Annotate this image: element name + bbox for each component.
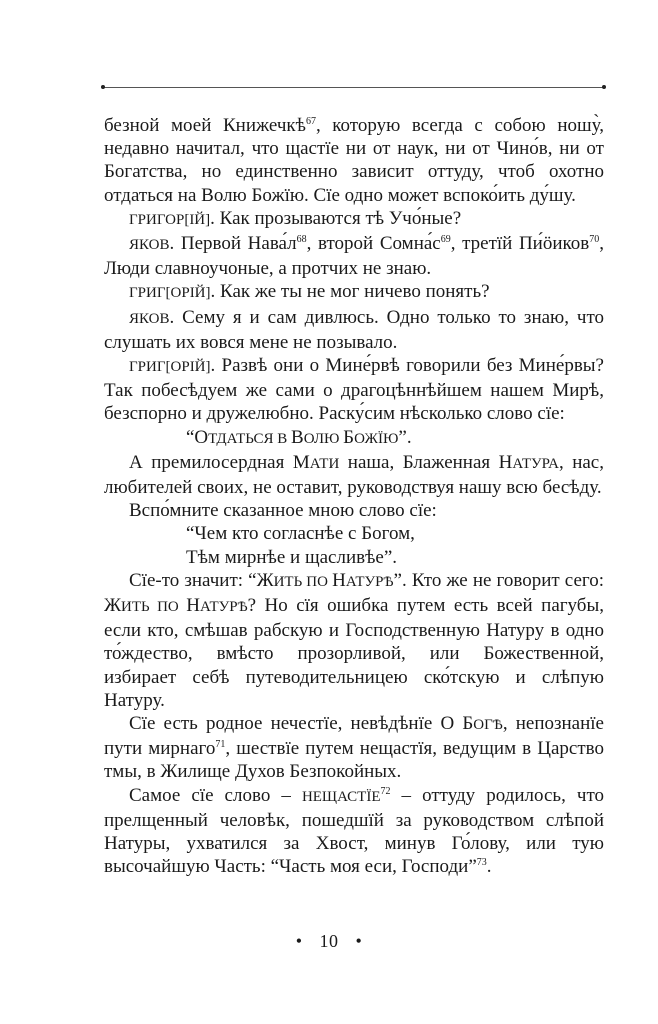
- text-run: . Как прозываются тѣ Учо́ные?: [210, 207, 462, 229]
- paragraph-p2: [104, 207, 604, 232]
- paragraph-p8: [104, 451, 604, 499]
- paragraph-p12: [104, 569, 604, 712]
- small-caps-text: ОГѢ: [473, 717, 503, 734]
- footnote-ref: 71: [215, 739, 226, 751]
- text-run: . Развѣ они о Мине́рвѣ говорили без Мине́рвы? Так побесѣдуем же сами о драгоцѣннѣйшем нашем Мирѣ, безспорно и дружелюбно. Раску́сим нѣсколько слово сїе:: [104, 355, 604, 425]
- text-run: , второй Сомна́с: [306, 233, 441, 255]
- small-caps-text: ОЖЇЮ: [354, 430, 399, 447]
- text-run: ? Но сїя ошибка путем есть всей пагубы, если кто, смѣшав рабскую и Господственную Натуру в одно то́ждество, вмѣсто прозорливой, или Божественной, избирает себѣ путеводительницею ско́тскую и слѣпую Натуру.: [104, 595, 604, 711]
- text-run: ”. Кто же не говорит сего: Ж: [104, 569, 604, 617]
- header-rule-left-dot: [101, 85, 105, 89]
- text-run: “Чем кто согласнѣе с Богом,: [186, 523, 415, 545]
- paragraph-p1: [104, 114, 604, 207]
- text-run: Тѣм мирнѣе и щасливѣе”.: [186, 546, 398, 568]
- small-caps-text: ГРИГОР[ІЙ]: [129, 211, 211, 228]
- small-caps-text: АТУРѢ: [199, 599, 248, 616]
- text-run: Самое сїе слово –: [129, 784, 302, 806]
- text-run: , непознанїе пути мирнаго: [104, 713, 604, 760]
- paragraph-p10: [104, 522, 604, 545]
- small-caps-text: ИТЬ ПО: [273, 573, 333, 590]
- text-run: . Как же ты не мог ничево понять?: [210, 281, 490, 303]
- text-run: . Первой Нава́л: [169, 233, 297, 255]
- folio-bullet-right: •: [355, 931, 363, 951]
- text-run: . Сему я и сам дивлюсь. Одно только то знаю, что слушать их вовся мене не позывало.: [104, 306, 604, 353]
- text-run: ”.: [398, 426, 412, 448]
- text-run: .: [486, 856, 492, 878]
- paragraph-p13: [104, 712, 604, 784]
- text-run: Н: [332, 569, 346, 591]
- text-run: Вспо́мните сказанное мною слово сїе:: [129, 500, 437, 522]
- text-run: Н: [186, 595, 200, 617]
- paragraph-p4: [104, 280, 604, 305]
- paragraph-p14: [104, 784, 604, 879]
- paragraph-p9: [104, 499, 604, 522]
- paragraph-p6: [104, 354, 604, 426]
- text-run: Сїе-то значит: “Ж: [129, 569, 274, 591]
- text-run: А премилосердная М: [129, 451, 310, 473]
- footnote-ref: 68: [296, 234, 307, 246]
- footnote-ref: 72: [380, 785, 391, 797]
- page-footer: [0, 931, 658, 952]
- text-run: , Люди славноучоные, а протчих не знаю.: [104, 233, 605, 280]
- small-caps-text: АТИ: [309, 455, 340, 472]
- small-caps-text: ЯКОВ: [129, 237, 170, 254]
- footnote-ref: 70: [589, 234, 600, 246]
- small-caps-text: ЯКОВ: [129, 310, 170, 327]
- paragraph-p11: [104, 546, 604, 569]
- footnote-ref: 69: [440, 234, 451, 246]
- text-run: , которую всегда с собою ношу̀, недавно начитал, что щастїе ни от наук, ни от Чино́в, ни от Богатства, но единственно зависит оттуду, чтоб охотно отдаться на Волю Божїю. Сїе одно может вспоко́ить ду́шу.: [104, 115, 604, 206]
- footnote-ref: 73: [476, 857, 487, 869]
- small-caps-text: ОЛЮ: [303, 430, 344, 447]
- folio-bullet-left: •: [295, 931, 303, 951]
- text-run: – оттуду родилось, что прелщенный человѣк, пошедшїй за руководством слѣпой Натуры, ухватился за Хвост, минув Го́лову, или тую высочайшую Часть: “Часть моя еси, Господи”: [104, 784, 604, 878]
- text-run: безной моей Книжечкѣ: [104, 115, 306, 136]
- small-caps-text: ТДАТЬСЯ В: [208, 430, 292, 447]
- small-caps-text: ИТЬ ПО: [121, 599, 187, 616]
- footnote-ref: 67: [305, 116, 316, 127]
- small-caps-text: ГРИГ[ОРІЙ]: [129, 285, 211, 302]
- text-run: Б: [343, 426, 355, 448]
- text-run: , нас, любителей своих, не оставит, руководствуя нашу всю бесѣду.: [104, 451, 604, 499]
- small-caps-text: НЕЩАСТЇЕ: [301, 788, 381, 805]
- small-caps-text: АТУРА: [512, 455, 559, 472]
- text-run: , третїй Пи́ӧиков: [450, 233, 590, 255]
- text-run: “О: [186, 426, 209, 448]
- paragraph-p5: [104, 306, 604, 354]
- text-run: наша, Блаженная Н: [339, 451, 513, 473]
- small-caps-text: ГРИГ[ОРІЙ]: [129, 359, 211, 376]
- paragraph-p7: [104, 426, 604, 451]
- text-run: Сїе есть родное нечестїе, невѣдѣнїе О Б: [129, 713, 474, 735]
- text-run: В: [291, 426, 304, 448]
- text-run: , шествїе путем нещастїя, ведущим в Царство тмы, в Жилище Духов Безпокойных.: [104, 738, 604, 783]
- paragraph-p3: [104, 232, 604, 280]
- header-rule: [104, 87, 604, 88]
- small-caps-text: АТУРѢ: [345, 573, 394, 590]
- header-rule-right-dot: [602, 85, 606, 89]
- page-number: 10: [319, 931, 339, 951]
- body-text: [104, 114, 604, 879]
